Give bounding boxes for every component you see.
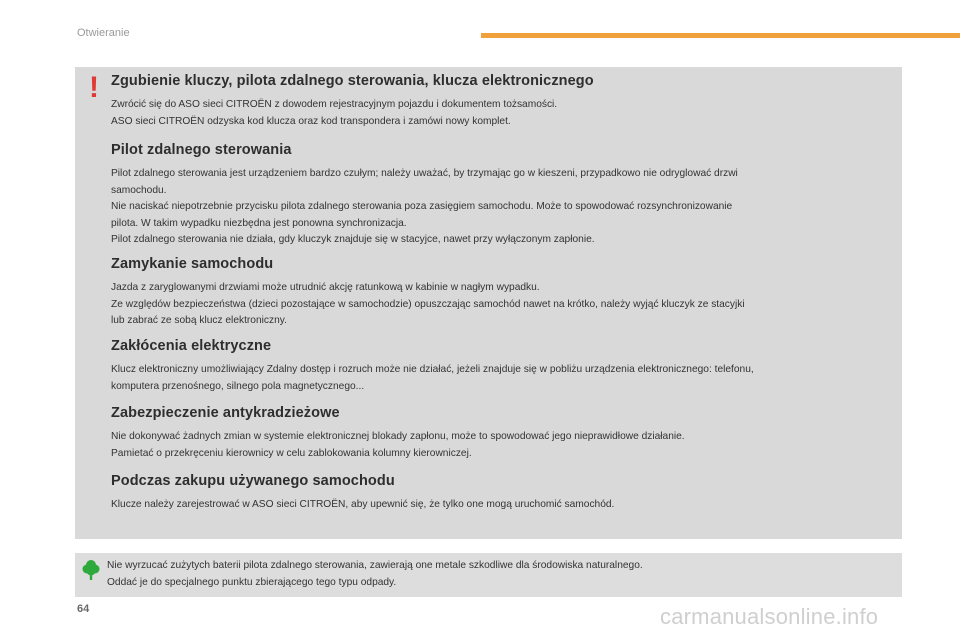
- section-title: Podczas zakupu używanego samochodu: [111, 473, 395, 489]
- header-accent-bar: [481, 33, 960, 38]
- section-anti-theft: [111, 405, 891, 462]
- section-title: Pilot zdalnego sterowania: [111, 142, 292, 158]
- section-used-car: [111, 473, 891, 514]
- environment-box: [75, 553, 902, 597]
- watermark: carmanualsonline.info: [660, 604, 879, 629]
- section-label: Otwieranie: [77, 27, 130, 39]
- warning-mark: !: [89, 71, 99, 104]
- environment-text: Nie wyrzucać zużytych baterii pilota zdalnego sterowania, zawierają one metale szkodliwe dla środowiska naturalnego. Oddać je do specjalnego punktu zbierającego tego typu odpady.: [107, 560, 643, 588]
- tree-icon: [82, 559, 100, 586]
- section-title: Zakłócenia elektryczne: [111, 338, 272, 354]
- section-text: Klucze należy zarejestrować w ASO sieci CITROËN, aby upewnić się, że tylko one mogą uruchomić samochód.: [111, 499, 615, 510]
- section-text: Klucz elektroniczny umożliwiający Zdalny dostęp i rozruch może nie działać, jeżeli znajduje się w pobliżu urządzenia elektronicznego: telefonu, komputera przenośnego, silnego pola magnetycznego...: [111, 364, 754, 392]
- section-locking: [111, 256, 891, 330]
- section-text: Nie dokonywać żadnych zmian w systemie elektronicznej blokady zapłonu, może to spowodować jego nieprawidłowe działanie. Pamietać o przekręceniu kierownicy w celu zablokowania kolumny kierowniczej.: [111, 431, 685, 459]
- warning-box: [75, 67, 902, 539]
- section-remote-control: [111, 142, 891, 249]
- section-text: Zwrócić się do ASO sieci CITROËN z dowodem rejestracyjnym pojazdu i dokumentem tożsamości. ASO sieci CITROËN odzyska kod klucza oraz kod transpondera i zamówi nowy komplet.: [111, 99, 558, 127]
- section-title: Zgubienie kluczy, pilota zdalnego sterowania, klucza elektronicznego: [111, 73, 594, 89]
- section-text: Jazda z zaryglowanymi drzwiami może utrudnić akcję ratunkową w kabinie w nagłym wypadku. Ze względów bezpieczeństwa (dzieci pozostające w samochodzie) opuszczając samochód nawet na krótko, należy wyjąć kluczyk ze stacyjki lub zabrać ze sobą klucz elektroniczny.: [111, 282, 745, 326]
- section-text: Pilot zdalnego sterowania jest urządzeniem bardzo czułym; należy uważać, by trzymając go w kieszeni, przypadkowo nie odryglować drzwi samochodu. Nie naciskać niepotrzebnie przycisku pilota zdalnego sterowania poza zasięgiem samochodu. Może to spowodować rozsynchronizowanie pilota. W takim wypadku niezbędna jest ponowna synchronizacja. Pilot zdalnego sterowania nie działa, gdy kluczyk znajduje się w stacyjce, nawet przy wyłączonym zapłonie.: [111, 168, 738, 245]
- section-title: Zabezpieczenie antykradzieżowe: [111, 405, 340, 421]
- section-electrical-interference: [111, 338, 891, 395]
- section-title: Zamykanie samochodu: [111, 256, 274, 272]
- section-lost-keys: [111, 73, 891, 130]
- page-number: 64: [77, 603, 90, 615]
